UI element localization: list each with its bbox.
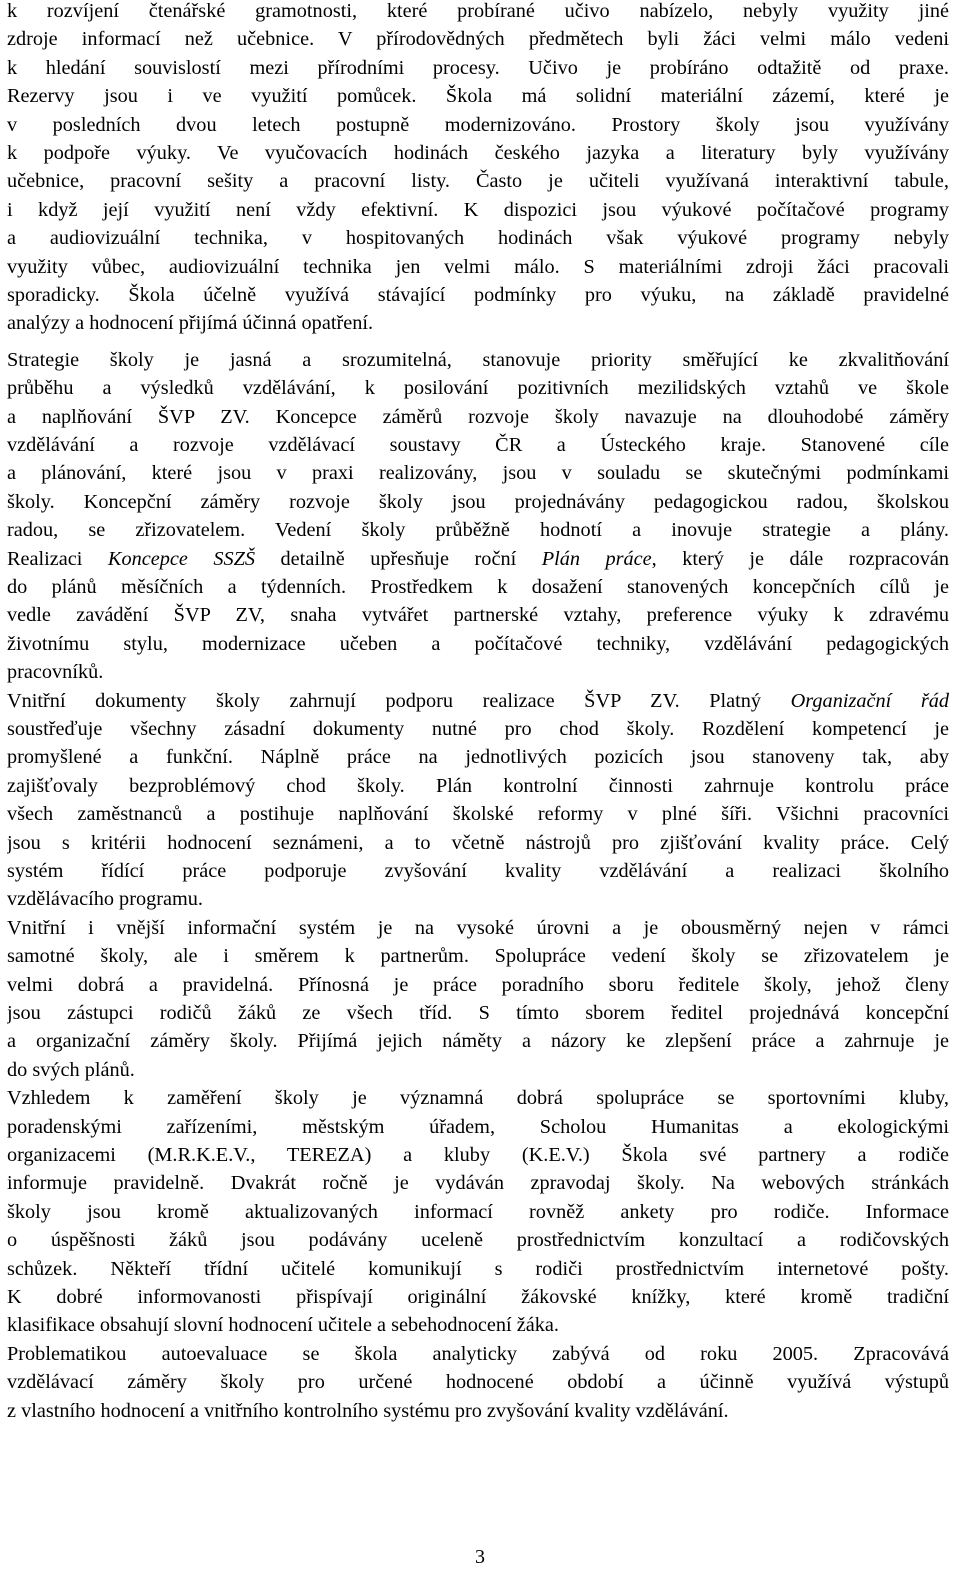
text-line: pracovníků. <box>7 661 104 684</box>
paragraph-p2 <box>7 346 949 687</box>
text-line: a naplňování ŠVP ZV. Koncepce záměrů rozvoje školy navazuje na dlouhodobé záměry <box>7 405 949 428</box>
text-line: životnímu stylu, modernizace učeben a počítačové techniky, vzdělávání pedagogických <box>7 632 949 655</box>
text-line: a audiovizuální technika, v hospitovaných hodinách však výukové programy nebyly <box>7 227 949 250</box>
paragraph-p5 <box>7 1084 949 1340</box>
text-line: Strategie školy je jasná a srozumitelná, stanovuje priority směřující ke zkvalitňování <box>7 348 949 371</box>
text-line: jsou s kritérii hodnocení seznámeni, a to včetně nástrojů pro zjišťování kvality práce. Celý <box>7 831 949 854</box>
text-line: vzdělávacího programu. <box>7 888 203 911</box>
text-line: jsou zástupci rodičů žáků ze všech tříd. S tímto sborem ředitel projednává koncepční <box>7 1001 949 1024</box>
text-line: Problematikou autoevaluace se škola analyticky zabývá od roku 2005. Zpracovává <box>7 1342 949 1365</box>
text-line: v posledních dvou letech postupně modernizováno. Prostory školy jsou využívány <box>7 113 949 136</box>
text-line: K dobré informovanosti přispívají originální žákovské knížky, které kromě tradiční <box>7 1285 949 1308</box>
text-line: systém řídící práce podporuje zvyšování kvality vzdělávání a realizaci školního <box>7 859 949 882</box>
text-line: promyšlené a funkční. Náplně práce na jednotlivých pozicích jsou stanoveny tak, aby <box>7 746 949 769</box>
text-line: využity vůbec, audiovizuální technika jen velmi málo. S materiálními zdroji žáci pracovali <box>7 255 949 278</box>
text-line: k podpoře výuky. Ve vyučovacích hodinách českého jazyka a literatury byly využívány <box>7 141 949 164</box>
text-line: všech zaměstnanců a postihuje naplňování školské reformy v plné šíři. Všichni pracovníci <box>7 803 949 826</box>
text-line: k hledání souvislostí mezi přírodními procesy. Učivo je probíráno odtažitě od praxe. <box>7 56 949 79</box>
text-line: poradenskými zařízeními, městským úřadem, Scholou Humanitas a ekologickými <box>7 1115 949 1138</box>
text-line: sporadicky. Škola účelně využívá stávající podmínky pro výuku, na základě pravidelné <box>7 283 949 306</box>
text-line: vedle zavádění ŠVP ZV, snaha vytvářet partnerské vztahy, preference výuky k zdravému <box>7 604 949 627</box>
italic-title: Plán práce <box>541 547 652 570</box>
text-line: průběhu a výsledků vzdělávání, k posilování pozitivních mezilidských vztahů ve škole <box>7 377 949 400</box>
italic-title: Koncepce SSZŠ <box>107 547 256 570</box>
text-line: školy. Koncepční záměry rozvoje školy jsou projednávány pedagogickou radou, školskou <box>7 490 949 513</box>
text-line: zdroje informací než učebnice. V přírodovědných předmětech byli žáci velmi málo vedeni <box>7 28 949 51</box>
text-line: a organizační záměry školy. Přijímá jejich náměty a názory ke zlepšení práce a zahrnuje je <box>7 1030 949 1053</box>
text-line: a plánování, které jsou v praxi realizovány, jsou v souladu se skutečnými podmínkami <box>7 462 949 485</box>
text-line: z vlastního hodnocení a vnitřního kontrolního systému pro zvyšování kvality vzdělávání. <box>7 1399 729 1422</box>
text-line: do svých plánů. <box>7 1058 135 1081</box>
paragraph-p1 <box>7 0 949 338</box>
text-line: Vnitřní dokumenty školy zahrnují podporu realizace ŠVP ZV. Platný Organizační řád <box>7 689 949 712</box>
italic-title: Organizační řád <box>790 689 949 712</box>
text-line: k rozvíjení čtenářské gramotnosti, které probírané učivo nabízelo, nebyly využity jiné <box>7 0 949 22</box>
text-line: klasifikace obsahují slovní hodnocení učitele a sebehodnocení žáka. <box>7 1314 559 1337</box>
text-line: soustřeďuje všechny zásadní dokumenty nutné pro chod školy. Rozdělení kompetencí je <box>7 717 949 740</box>
text-line: vzdělávací záměry školy pro určené hodnocené období a účinně využívá výstupů <box>7 1371 949 1394</box>
text-line: analýzy a hodnocení přijímá účinná opatření. <box>7 312 374 335</box>
text-line: samotné školy, ale i směrem k partnerům. Spolupráce vedení školy se zřizovatelem je <box>7 945 949 968</box>
text-line: radou, se zřizovatelem. Vedení školy průběžně hodnotí a inovuje strategie a plány. <box>7 519 949 542</box>
text-line: Rezervy jsou i ve využití pomůcek. Škola má solidní materiální zázemí, které je <box>7 85 949 108</box>
text-line: vzdělávání a rozvoje vzdělávací soustavy ČR a Ústeckého kraje. Stanovené cíle <box>7 433 949 456</box>
text-line: informuje pravidelně. Dvakrát ročně je vydáván zpravodaj školy. Na webových stránkách <box>7 1172 949 1195</box>
text-line: organizacemi (M.R.K.E.V., TEREZA) a kluby (K.E.V.) Škola své partnery a rodiče <box>7 1143 949 1166</box>
text-line: učebnice, pracovní sešity a pracovní listy. Často je učiteli využívaná interaktivní tabule, <box>7 170 949 193</box>
page-number: 3 <box>475 1546 485 1568</box>
text-line: o úspěšnosti žáků jsou podávány uceleně prostřednictvím konzultací a rodičovských <box>7 1229 949 1252</box>
text-line: Vnitřní i vnější informační systém je na vysoké úrovni a je obousměrný nejen v rámci <box>7 916 949 939</box>
text-line: zajišťovaly bezproblémový chod školy. Plán kontrolní činnosti zahrnuje kontrolu práce <box>7 774 949 797</box>
text-line: velmi dobrá a pravidelná. Přínosná je práce poradního sboru ředitele školy, jehož členy <box>7 973 949 996</box>
paragraph-p3 <box>7 687 949 914</box>
text-line: do plánů měsíčních a týdenních. Prostředkem k dosažení stanovených koncepčních cílů je <box>7 575 949 598</box>
paragraph-p6 <box>7 1340 949 1425</box>
text-line: Realizaci Koncepce SSZŠ detailně upřesňuje roční Plán práce, který je dále rozpracován <box>7 547 949 570</box>
text-line: Vzhledem k zaměření školy je významná dobrá spolupráce se sportovními kluby, <box>7 1087 949 1110</box>
paragraph-p4 <box>7 914 949 1084</box>
text-line: schůzek. Někteří třídní učitelé komunikují s rodiči prostřednictvím internetové pošty. <box>7 1257 949 1280</box>
text-line: i když její využití není vždy efektivní. K dispozici jsou výukové počítačové programy <box>7 198 949 221</box>
text-line: školy jsou kromě aktualizovaných informací rovněž ankety pro rodiče. Informace <box>7 1200 949 1223</box>
